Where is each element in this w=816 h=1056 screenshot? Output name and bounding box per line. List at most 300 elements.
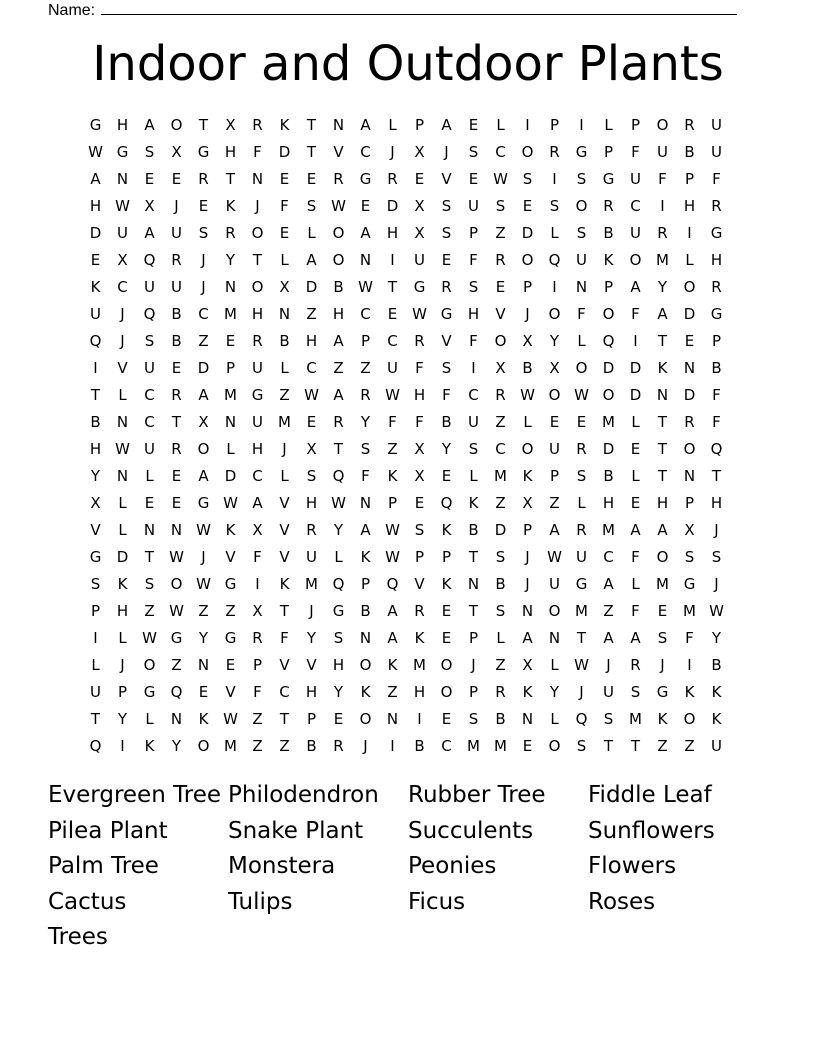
grid-letter: Z	[387, 440, 398, 458]
grid-letter: W	[574, 656, 589, 674]
grid-letter: G	[89, 548, 102, 566]
grid-letter: P	[414, 116, 425, 134]
grid-letter: G	[251, 386, 264, 404]
grid-letter: A	[333, 332, 344, 350]
grid-letter: Z	[144, 602, 155, 620]
grid-letter: W	[115, 440, 130, 458]
grid-letter: Q	[170, 683, 183, 701]
grid-letter: G	[89, 116, 102, 134]
grid-letter: E	[171, 359, 182, 377]
grid-letter: W	[88, 143, 103, 161]
grid-letter: K	[225, 197, 236, 215]
grid-letter: A	[522, 629, 533, 647]
grid-letter: V	[279, 548, 290, 566]
grid-letter: F	[253, 683, 262, 701]
grid-letter: V	[225, 683, 236, 701]
grid-letter: S	[198, 224, 209, 242]
grid-letter: X	[414, 467, 425, 485]
grid-letter: E	[279, 170, 290, 188]
grid-letter: S	[630, 683, 641, 701]
grid-letter: Z	[360, 359, 371, 377]
name-label: Name:	[48, 2, 96, 19]
grid-letter: U	[549, 440, 560, 458]
grid-letter: L	[631, 467, 640, 485]
grid-letter: M	[467, 737, 480, 755]
grid-letter: Y	[441, 440, 452, 458]
grid-letter: L	[118, 386, 127, 404]
grid-letter: B	[495, 710, 506, 728]
grid-letter: S	[468, 440, 479, 458]
grid-letter: H	[602, 494, 615, 512]
grid-letter: E	[333, 710, 344, 728]
grid-letter: Z	[495, 494, 506, 512]
word-bank	[48, 778, 768, 956]
grid-letter: L	[91, 656, 100, 674]
grid-letter: E	[387, 305, 398, 323]
grid-letter: B	[603, 467, 614, 485]
grid-letter: R	[630, 656, 641, 674]
grid-letter: E	[657, 602, 668, 620]
grid-letter: S	[549, 197, 560, 215]
grid-letter: Q	[575, 710, 588, 728]
grid-letter: C	[495, 440, 506, 458]
grid-letter: T	[90, 710, 101, 728]
grid-letter: Z	[171, 656, 182, 674]
grid-letter: S	[576, 224, 587, 242]
grid-letter: D	[386, 197, 399, 215]
grid-letter: R	[549, 143, 560, 161]
grid-letter: Y	[711, 629, 722, 647]
grid-letter: L	[577, 332, 586, 350]
grid-letter: U	[252, 359, 263, 377]
grid-letter: U	[90, 305, 101, 323]
word-list-item: Sunflowers	[588, 817, 715, 844]
grid-letter: F	[631, 143, 640, 161]
grid-letter: O	[197, 440, 210, 458]
grid-letter: N	[116, 467, 129, 485]
grid-letter: P	[468, 224, 479, 242]
grid-letter: B	[90, 413, 101, 431]
grid-letter: L	[631, 413, 640, 431]
grid-letter: L	[469, 467, 478, 485]
grid-letter: M	[656, 251, 669, 269]
grid-letter: Q	[89, 332, 102, 350]
grid-letter: W	[142, 629, 157, 647]
grid-letter: C	[144, 413, 155, 431]
grid-letter: W	[196, 521, 211, 539]
grid-letter: W	[520, 386, 535, 404]
grid-letter: W	[331, 494, 346, 512]
grid-letter: U	[468, 197, 479, 215]
word-list-item: Tulips	[228, 888, 293, 915]
grid-letter: X	[90, 494, 101, 512]
grid-letter: P	[522, 278, 533, 296]
grid-letter: F	[712, 170, 721, 188]
grid-letter: S	[441, 224, 452, 242]
grid-letter: Q	[332, 575, 345, 593]
grid-letter: B	[711, 656, 722, 674]
grid-letter: O	[251, 278, 264, 296]
grid-letter: K	[279, 575, 290, 593]
page-title: Indoor and Outdoor Plants	[92, 36, 724, 92]
grid-letter: P	[387, 494, 398, 512]
grid-letter: R	[225, 224, 236, 242]
grid-letter: E	[414, 170, 425, 188]
grid-letter: S	[495, 197, 506, 215]
word-list-item: Peonies	[408, 853, 497, 880]
grid-letter: W	[115, 197, 130, 215]
grid-letter: Y	[333, 521, 344, 539]
grid-letter: U	[576, 251, 587, 269]
grid-letter: H	[710, 494, 723, 512]
grid-letter: Y	[657, 278, 668, 296]
grid-letter: H	[413, 683, 426, 701]
grid-letter: A	[144, 116, 155, 134]
grid-letter: P	[603, 143, 614, 161]
grid-letter: O	[251, 224, 264, 242]
grid-letter: S	[684, 548, 695, 566]
grid-letter: U	[603, 683, 614, 701]
grid-letter: T	[630, 737, 641, 755]
grid-letter: R	[414, 332, 425, 350]
grid-letter: W	[304, 386, 319, 404]
grid-letter: U	[630, 224, 641, 242]
grid-letter: B	[306, 737, 317, 755]
grid-letter: I	[255, 575, 260, 593]
grid-letter: P	[306, 710, 317, 728]
grid-letter: T	[306, 116, 317, 134]
grid-letter: H	[251, 440, 264, 458]
grid-letter: E	[279, 224, 290, 242]
grid-letter: C	[144, 386, 155, 404]
grid-letter: H	[710, 251, 723, 269]
grid-letter: F	[280, 629, 289, 647]
grid-letter: X	[144, 197, 155, 215]
grid-letter: J	[201, 251, 206, 269]
grid-letter: K	[711, 710, 722, 728]
grid-letter: O	[170, 575, 183, 593]
grid-letter: S	[468, 143, 479, 161]
grid-letter: G	[656, 683, 669, 701]
grid-letter: J	[255, 197, 260, 215]
grid-letter: C	[441, 737, 452, 755]
grid-letter: S	[306, 467, 317, 485]
grid-letter: P	[603, 278, 614, 296]
grid-letter: U	[468, 413, 479, 431]
grid-letter: B	[414, 737, 425, 755]
grid-letter: E	[495, 278, 506, 296]
grid-letter: O	[359, 656, 372, 674]
grid-letter: S	[144, 575, 155, 593]
grid-letter: K	[387, 656, 398, 674]
word-list-item: Succulents	[408, 817, 534, 844]
grid-letter: K	[657, 359, 668, 377]
grid-letter: F	[253, 143, 262, 161]
grid-letter: B	[468, 521, 479, 539]
grid-letter: V	[279, 656, 290, 674]
grid-letter: J	[660, 656, 665, 674]
grid-letter: H	[305, 332, 318, 350]
grid-letter: E	[441, 710, 452, 728]
grid-letter: P	[360, 332, 371, 350]
word-list-item: Roses	[588, 888, 656, 915]
grid-letter: U	[711, 116, 722, 134]
grid-letter: U	[711, 143, 722, 161]
grid-letter: Y	[171, 737, 182, 755]
grid-letter: I	[93, 629, 98, 647]
grid-letter: O	[602, 386, 615, 404]
grid-letter: I	[417, 710, 422, 728]
grid-letter: G	[197, 494, 210, 512]
grid-letter: E	[441, 467, 452, 485]
grid-letter: G	[413, 278, 426, 296]
grid-letter: A	[360, 116, 371, 134]
grid-letter: F	[415, 359, 424, 377]
grid-letter: R	[252, 116, 263, 134]
word-list-item: Palm Tree	[48, 853, 159, 880]
grid-letter: A	[630, 629, 641, 647]
grid-letter: A	[630, 278, 641, 296]
grid-letter: G	[359, 170, 372, 188]
grid-letter: U	[576, 548, 587, 566]
grid-letter: F	[631, 305, 640, 323]
grid-letter: K	[657, 710, 668, 728]
grid-letter: G	[710, 224, 723, 242]
grid-letter: A	[387, 602, 398, 620]
grid-letter: I	[390, 251, 395, 269]
grid-letter: E	[441, 602, 452, 620]
grid-letter: E	[549, 413, 560, 431]
grid-letter: O	[332, 224, 345, 242]
grid-letter: I	[687, 224, 692, 242]
grid-letter: Q	[548, 251, 561, 269]
grid-letter: O	[575, 359, 588, 377]
grid-letter: A	[387, 629, 398, 647]
grid-letter: L	[280, 251, 289, 269]
grid-letter: O	[683, 440, 696, 458]
grid-letter: S	[576, 170, 587, 188]
grid-letter: L	[118, 494, 127, 512]
grid-letter: S	[306, 197, 317, 215]
grid-letter: G	[575, 143, 588, 161]
grid-letter: Q	[89, 737, 102, 755]
grid-letter: M	[575, 602, 588, 620]
grid-letter: J	[525, 305, 530, 323]
grid-letter: B	[171, 332, 182, 350]
grid-letter: U	[252, 413, 263, 431]
grid-letter: S	[495, 602, 506, 620]
grid-letter: E	[171, 494, 182, 512]
grid-letter: W	[196, 575, 211, 593]
grid-letter: U	[90, 683, 101, 701]
grid-letter: L	[577, 494, 586, 512]
grid-letter: B	[279, 332, 290, 350]
grid-letter: W	[385, 386, 400, 404]
word-list-item: Philodendron	[228, 782, 379, 808]
grid-letter: P	[441, 548, 452, 566]
grid-letter: V	[279, 494, 290, 512]
grid-letter: U	[630, 170, 641, 188]
grid-letter: N	[521, 710, 534, 728]
grid-letter: N	[359, 494, 372, 512]
grid-letter: A	[441, 116, 452, 134]
grid-letter: A	[360, 521, 371, 539]
grid-letter: H	[89, 197, 102, 215]
grid-letter: T	[657, 413, 668, 431]
grid-letter: E	[198, 197, 209, 215]
grid-letter: T	[468, 548, 479, 566]
grid-letter: K	[441, 521, 452, 539]
grid-letter: U	[414, 251, 425, 269]
grid-letter: Z	[495, 413, 506, 431]
grid-letter: T	[387, 278, 398, 296]
grid-letter: M	[656, 575, 669, 593]
grid-letter: H	[89, 440, 102, 458]
grid-letter: H	[305, 683, 318, 701]
grid-letter: F	[253, 548, 262, 566]
grid-letter: W	[223, 710, 238, 728]
grid-letter: J	[309, 602, 314, 620]
grid-letter: F	[631, 602, 640, 620]
grid-letter: B	[333, 278, 344, 296]
grid-letter: C	[360, 305, 371, 323]
grid-letter: H	[332, 656, 345, 674]
grid-letter: F	[361, 467, 370, 485]
grid-letter: E	[144, 494, 155, 512]
grid-letter: W	[169, 548, 184, 566]
grid-letter: R	[333, 737, 344, 755]
grid-letter: V	[414, 575, 425, 593]
grid-letter: R	[495, 386, 506, 404]
grid-letter: P	[549, 116, 560, 134]
grid-letter: E	[90, 251, 101, 269]
grid-letter: N	[170, 521, 183, 539]
grid-letter: C	[603, 548, 614, 566]
grid-letter: G	[710, 305, 723, 323]
grid-letter: E	[468, 170, 479, 188]
grid-letter: J	[120, 305, 125, 323]
grid-letter: L	[496, 629, 505, 647]
grid-letter: M	[602, 521, 615, 539]
grid-letter: G	[602, 170, 615, 188]
grid-letter: X	[252, 602, 263, 620]
grid-letter: A	[360, 224, 371, 242]
grid-letter: E	[306, 170, 317, 188]
grid-letter: F	[442, 386, 451, 404]
grid-letter: E	[576, 413, 587, 431]
grid-letter: N	[467, 575, 480, 593]
grid-letter: X	[414, 440, 425, 458]
grid-letter: S	[441, 197, 452, 215]
grid-letter: K	[603, 251, 614, 269]
grid-letter: Z	[684, 737, 695, 755]
grid-letter: T	[279, 710, 290, 728]
grid-letter: O	[521, 143, 534, 161]
grid-letter: Z	[279, 737, 290, 755]
grid-letter: H	[116, 116, 129, 134]
grid-letter: V	[333, 143, 344, 161]
grid-letter: S	[414, 521, 425, 539]
grid-letter: W	[412, 305, 427, 323]
grid-letter: B	[603, 224, 614, 242]
grid-letter: K	[522, 683, 533, 701]
grid-letter: I	[120, 737, 125, 755]
grid-letter: X	[522, 332, 533, 350]
grid-letter: P	[684, 170, 695, 188]
grid-letter: H	[386, 224, 399, 242]
grid-letter: C	[495, 143, 506, 161]
grid-letter: S	[90, 575, 101, 593]
grid-letter: Y	[549, 332, 560, 350]
grid-letter: E	[306, 413, 317, 431]
grid-letter: G	[224, 575, 237, 593]
grid-letter: G	[224, 629, 237, 647]
grid-letter: R	[171, 440, 182, 458]
grid-letter: Y	[225, 251, 236, 269]
grid-letter: L	[307, 224, 316, 242]
grid-letter: N	[683, 359, 696, 377]
grid-letter: A	[603, 629, 614, 647]
grid-letter: P	[684, 494, 695, 512]
grid-letter: E	[441, 629, 452, 647]
grid-letter: M	[494, 467, 507, 485]
grid-letter: R	[252, 629, 263, 647]
grid-letter: Z	[225, 602, 236, 620]
grid-letter: L	[280, 467, 289, 485]
grid-letter: Y	[90, 467, 101, 485]
grid-letter: N	[332, 116, 345, 134]
word-list-item: Flowers	[588, 853, 677, 880]
grid-letter: Y	[198, 629, 209, 647]
grid-letter: O	[359, 710, 372, 728]
grid-letter: O	[170, 116, 183, 134]
grid-letter: Z	[549, 494, 560, 512]
grid-letter: F	[469, 251, 478, 269]
grid-letter: T	[144, 548, 155, 566]
grid-letter: K	[90, 278, 101, 296]
grid-letter: R	[711, 197, 722, 215]
grid-letter: P	[117, 683, 128, 701]
grid-letter: R	[360, 386, 371, 404]
grid-letter: D	[629, 359, 642, 377]
grid-letter: L	[523, 413, 532, 431]
grid-letter: X	[171, 143, 182, 161]
grid-letter: X	[225, 116, 236, 134]
grid-letter: C	[279, 683, 290, 701]
grid-letter: T	[225, 170, 236, 188]
grid-letter: S	[603, 710, 614, 728]
grid-letter: N	[359, 251, 372, 269]
grid-letter: V	[441, 170, 452, 188]
grid-letter: K	[360, 683, 371, 701]
grid-letter: A	[144, 224, 155, 242]
grid-letter: T	[657, 332, 668, 350]
grid-letter: F	[631, 548, 640, 566]
grid-letter: G	[143, 683, 156, 701]
grid-letter: W	[709, 602, 724, 620]
grid-letter: F	[415, 413, 424, 431]
grid-letter: O	[197, 737, 210, 755]
grid-letter: D	[683, 386, 696, 404]
grid-letter: J	[174, 197, 179, 215]
grid-letter: D	[629, 386, 642, 404]
grid-letter: L	[118, 521, 127, 539]
grid-letter: W	[385, 548, 400, 566]
grid-letter: I	[525, 116, 530, 134]
grid-letter: K	[684, 683, 695, 701]
grid-letter: L	[145, 710, 154, 728]
grid-letter: R	[684, 413, 695, 431]
